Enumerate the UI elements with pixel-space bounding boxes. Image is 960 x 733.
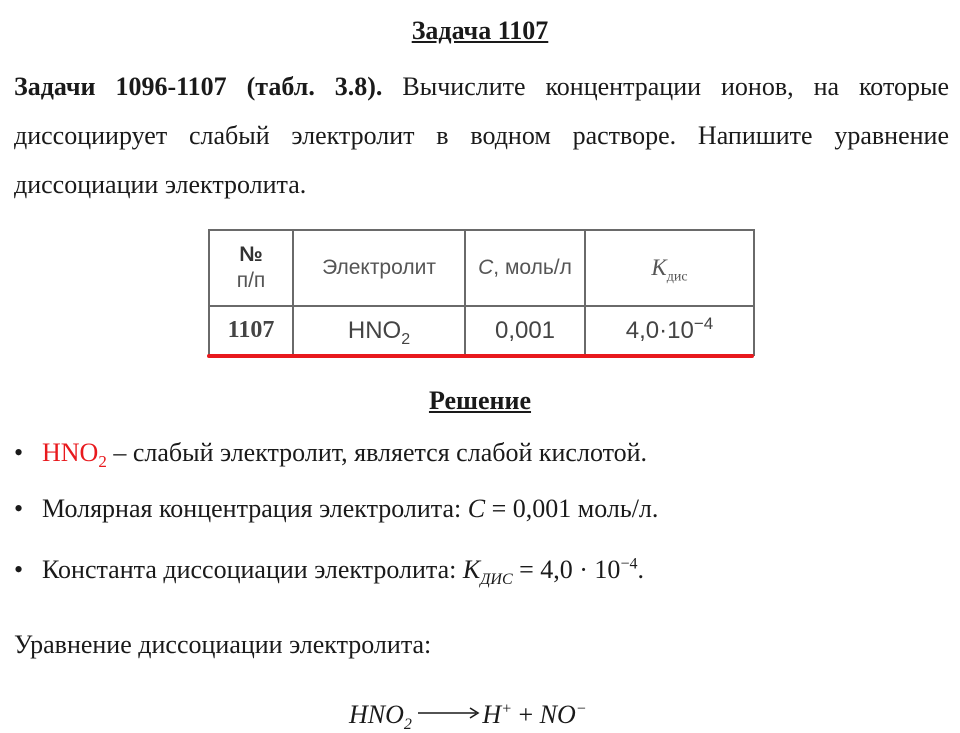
task-text: Вычислите концентрации ионов, на которые диссоциирует слабый электролит в водном растворе. Напишите уравнение диссоциации электролита. xyxy=(14,72,949,199)
eq-left-formula: HNO xyxy=(349,700,404,729)
math-exponent: −4 xyxy=(620,555,638,573)
eq-ion-1: H xyxy=(482,700,502,729)
math-symbol: K xyxy=(462,555,481,584)
cell-number: 1107 xyxy=(209,306,293,355)
bullet-end: . xyxy=(651,494,659,523)
task-range-label: Задачи 1096-1107 (табл. 3.8). xyxy=(14,72,383,101)
formula-main: HNO xyxy=(42,438,99,467)
bullet-text: Молярная концентрация электролита: xyxy=(42,494,468,523)
reaction-arrow-icon xyxy=(418,706,482,720)
cell-concentration: 0,001 xyxy=(465,306,585,355)
solution-title: Решение xyxy=(428,386,532,415)
table-row xyxy=(209,306,754,355)
eq-ion-1-charge: + xyxy=(501,700,512,718)
task-title: Задача 1107 xyxy=(411,16,549,45)
header-electrolyte: Электролит xyxy=(293,230,465,306)
header-number xyxy=(209,230,293,306)
highlight-underline xyxy=(207,354,754,358)
cell-k-exponent: −4 xyxy=(693,313,714,333)
bullet-text: – слабый электролит, является слабой кислотой. xyxy=(106,438,648,467)
task-data-table xyxy=(208,229,755,356)
bullet-text: Константа диссоциации электролита: xyxy=(42,555,463,584)
eq-ion-2: NO xyxy=(539,700,576,729)
formula-hno2 xyxy=(42,438,107,472)
bullet-dot-icon: • xyxy=(14,438,24,467)
bullet-dot-icon: • xyxy=(14,555,24,584)
list-item xyxy=(14,438,648,472)
formula-sub: 2 xyxy=(98,452,107,472)
math-value: = 0,001 моль/л xyxy=(485,494,652,523)
table-header-row xyxy=(209,230,754,306)
cell-k-mantissa: 4,0·10 xyxy=(625,316,694,344)
header-k-symbol: K xyxy=(651,255,667,280)
cell-formula-sub: 2 xyxy=(401,330,411,348)
header-number-label: п/п xyxy=(236,269,266,292)
eq-left-sub: 2 xyxy=(403,716,412,733)
eq-ion-2-charge: − xyxy=(575,700,587,718)
dissociation-equation xyxy=(349,700,587,733)
math-symbol: C xyxy=(467,494,486,523)
cell-k-dis xyxy=(585,306,754,355)
eq-plus: + xyxy=(511,700,540,729)
header-concentration-unit: , моль/л xyxy=(493,256,572,279)
header-k-sub: дис xyxy=(666,269,688,285)
equation-label: Уравнение диссоциации электролита: xyxy=(14,630,432,659)
header-number-symbol: № xyxy=(239,243,263,266)
header-concentration xyxy=(465,230,585,306)
math-subscript: ДИС xyxy=(480,571,513,589)
cell-formula: HNO xyxy=(347,316,402,344)
bullet-end: . xyxy=(637,555,644,584)
cell-electrolyte xyxy=(293,306,465,355)
bullet-dot-icon: • xyxy=(14,494,24,523)
task-statement xyxy=(14,62,949,209)
math-value: = 4,0 · 10 xyxy=(512,555,621,584)
list-item xyxy=(14,555,644,589)
list-item xyxy=(14,494,658,524)
header-concentration-symbol: С xyxy=(478,256,494,279)
header-k-dis xyxy=(585,230,754,306)
